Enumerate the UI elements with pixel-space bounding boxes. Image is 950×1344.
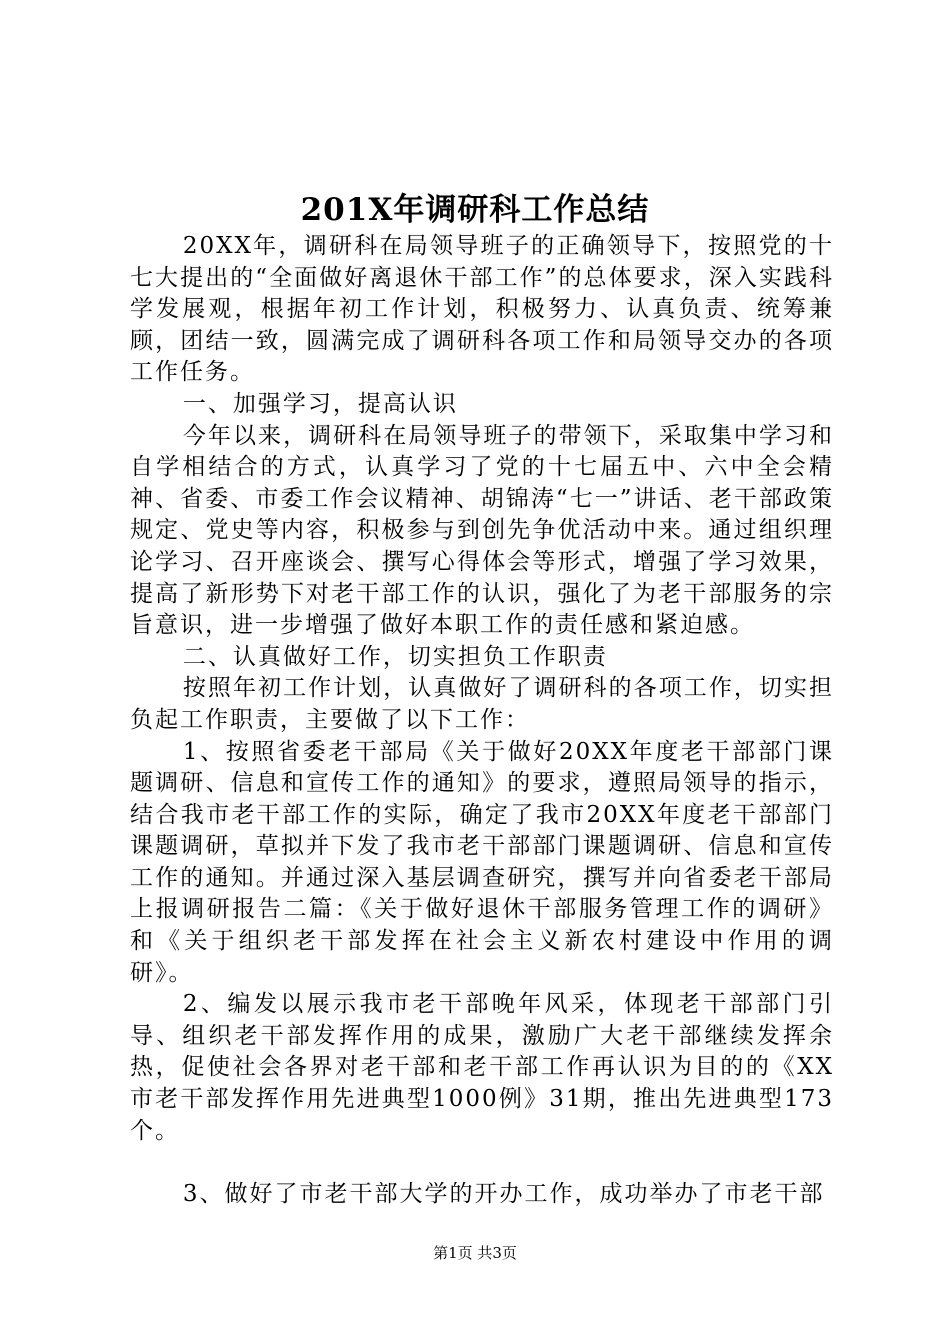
list-item-3: 3、做好了市老干部大学的开办工作，成功举办了市老干部 [182, 1180, 825, 1207]
intro-paragraph: 20XX年，调研科在局领导班子的正确领导下，按照党的十七大提出的“全面做好离退休干部工作”的总体要求，深入实践科学发展观，根据年初工作计划，积极努力、认真负责、统筹兼顾，团结一致，圆满完成了调研科各项工作和局领导交办的各项工作任务。 [130, 233, 834, 386]
section-heading-2: 二、认真做好工作，切实担负工作职责 [182, 643, 608, 670]
list-item-2: 2、编发以展示我市老干部晚年风采，体现老干部部门引导、组织老干部发挥作用的成果，激励广大老干部继续发挥余热，促使社会各界对老干部和老干部工作再认识为目的的《XX市老干部发挥作用先进典型1000例》31期，推出先进典型173个。 [130, 991, 834, 1144]
document-body [130, 231, 834, 1210]
list-item-1: 1、按照省委老干部局《关于做好20XX年度老干部部门课题调研、信息和宣传工作的通知》的要求，遵照局领导的指示，结合我市老干部工作的实际，确定了我市20XX年度老干部部门课题调研，草拟并下发了我市老干部部门课题调研、信息和宣传工作的通知。并通过深入基层调查研究，撰写并向省委老干部局上报调研报告二篇：《关于做好退休干部服务管理工作的调研》和《关于组织老干部发挥在社会主义新农村建设中作用的调研》。 [130, 738, 834, 986]
section-heading-1: 一、加强学习，提高认识 [182, 390, 458, 417]
body-paragraph: 今年以来，调研科在局领导班子的带领下，采取集中学习和自学相结合的方式，认真学习了党的十七届五中、六中全会精神、省委、市委工作会议精神、胡锦涛“七一”讲话、老干部政策规定、党史等内容，积极参与到创先争优活动中来。通过组织理论学习、召开座谈会、撰写心得体会等形式，增强了学习效果，提高了新形势下对老干部工作的认识，强化了为老干部服务的宗旨意识，进一步增强了做好本职工作的责任感和紧迫感。 [130, 422, 834, 639]
body-paragraph: 按照年初工作计划，认真做好了调研科的各项工作，切实担负起工作职责，主要做了以下工作： [130, 675, 834, 733]
page-footer: 第1页 共3页 [433, 1244, 517, 1262]
document-title: 201X年调研科工作总结 [300, 192, 650, 228]
